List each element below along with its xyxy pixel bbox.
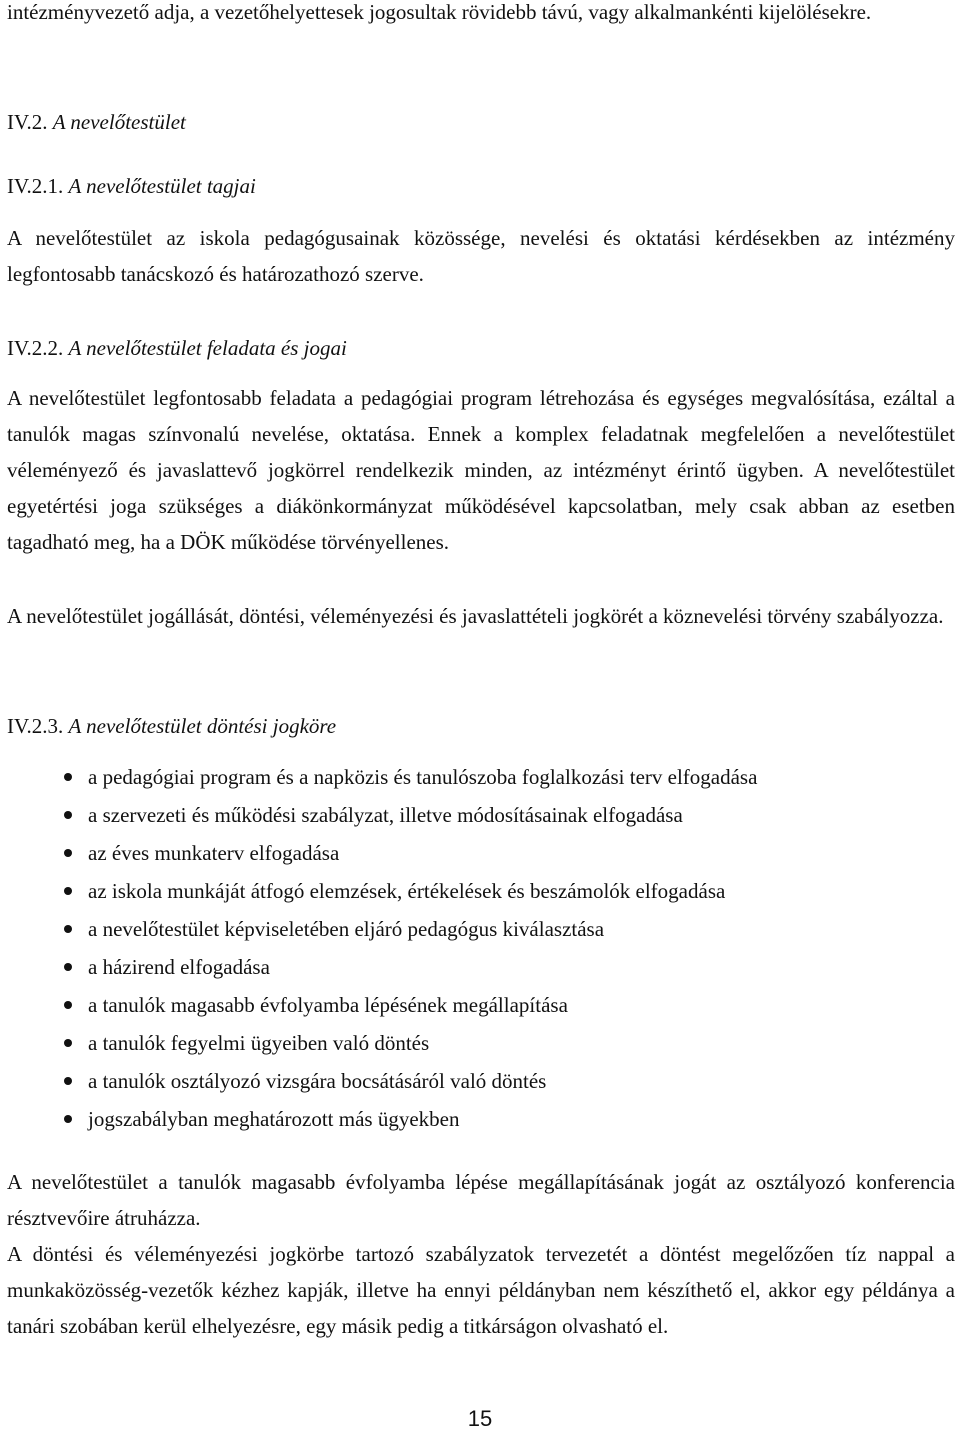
paragraph-legal-status: A nevelőtestület jogállását, döntési, véleményezési és javaslattételi jogkörét a köznevelési törvény szabályozza. <box>7 604 944 628</box>
paragraph-intro-continuation: intézményvezető adja, a vezetőhelyettesek jogosultak rövidebb távú, vagy alkalmankénti kijelölésekre. <box>7 0 872 24</box>
heading-title: A nevelőtestület döntési jogköre <box>68 714 337 738</box>
bullet-icon <box>64 963 72 971</box>
bullet-icon <box>64 811 72 819</box>
page-number: 15 <box>467 1406 493 1431</box>
heading-number: IV.2.3. <box>7 714 64 738</box>
paragraph-members: A nevelőtestület az iskola pedagógusainak közössége, nevelési és oktatási kérdésekben az intézmény legfontosabb tanácskozó és határozathozó szerve. <box>7 226 955 286</box>
heading-iv-2-1 <box>7 168 955 204</box>
list-item: a pedagógiai program és a napközis és tanulószoba foglalkozási terv elfogadása <box>0 758 955 796</box>
bullet-icon <box>64 1115 72 1123</box>
heading-number: IV.2.2. <box>7 336 64 360</box>
bullet-icon <box>64 925 72 933</box>
heading-number: IV.2. <box>7 110 48 134</box>
paragraph-delegation: A nevelőtestület a tanulók magasabb évfolyamba lépése megállapításának jogát az osztályozó konferencia résztvevőire átruházza. <box>7 1170 955 1230</box>
bullet-icon <box>64 1039 72 1047</box>
list-item: a tanulók magasabb évfolyamba lépésének megállapítása <box>0 986 955 1024</box>
bullet-icon <box>64 773 72 781</box>
list-item: a nevelőtestület képviseletében eljáró pedagógus kiválasztása <box>0 910 955 948</box>
heading-title: A nevelőtestület feladata és jogai <box>68 336 347 360</box>
list-item: az éves munkaterv elfogadása <box>0 834 955 872</box>
bullet-icon <box>64 887 72 895</box>
bullet-icon <box>64 1077 72 1085</box>
bullet-icon <box>64 1001 72 1009</box>
heading-number: IV.2.1. <box>7 174 64 198</box>
decision-rights-list <box>0 758 955 1138</box>
list-item: a szervezeti és működési szabályzat, illetve módosításainak elfogadása <box>0 796 955 834</box>
list-item: a házirend elfogadása <box>0 948 955 986</box>
paragraph-drafts: A döntési és véleményezési jogkörbe tartozó szabályzatok tervezetét a döntést megelőzően tíz nappal a munkaközösség-vezetők kézhez kapják, illetve ha ennyi példányban nem készíthető el, akkor egy példánya a tanári szobában kerül elhelyezésre, egy másik pedig a titkárságon olvasható el. <box>7 1242 955 1338</box>
heading-iv-2 <box>7 104 955 140</box>
list-item: az iskola munkáját átfogó elemzések, értékelések és beszámolók elfogadása <box>0 872 955 910</box>
heading-iv-2-3 <box>7 708 955 744</box>
list-item: a tanulók osztályozó vizsgára bocsátásáról való döntés <box>0 1062 955 1100</box>
bullet-icon <box>64 849 72 857</box>
heading-iv-2-2 <box>7 330 955 366</box>
heading-title: A nevelőtestület <box>52 110 186 134</box>
heading-title: A nevelőtestület tagjai <box>68 174 256 198</box>
paragraph-duties: A nevelőtestület legfontosabb feladata a pedagógiai program létrehozása és egységes megvalósítása, ezáltal a tanulók magas színvonalú nevelése, oktatása. Ennek a komplex feladatnak megfelelően a nevelőtestület véleményező és javaslattevő jogkörrel rendelkezik minden, az intézményt érintő ügyben. A nevelőtestület egyetértési joga szükséges a diákönkormányzat működésével kapcsolatban, mely csak abban az esetben tagadható meg, ha a DÖK működése törvényellenes. <box>7 386 955 554</box>
list-item: jogszabályban meghatározott más ügyekben <box>0 1100 955 1138</box>
list-item: a tanulók fegyelmi ügyeiben való döntés <box>0 1024 955 1062</box>
